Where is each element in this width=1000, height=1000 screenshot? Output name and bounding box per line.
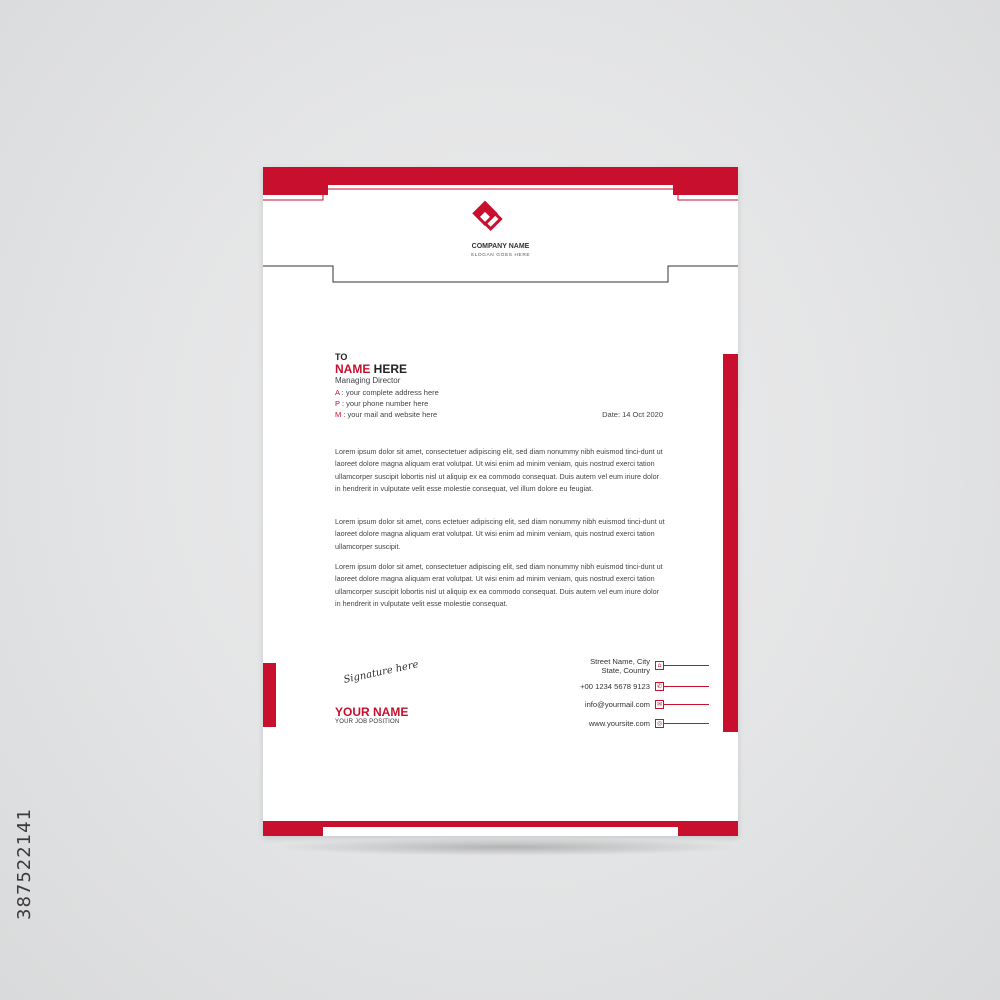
contact-line — [664, 723, 709, 724]
phone-line — [335, 399, 428, 408]
recipient-title: Managing Director — [335, 376, 401, 385]
recipient-name-first: NAME — [335, 362, 371, 376]
contact-street: Street Name, City — [590, 657, 650, 666]
footer-notch — [678, 827, 738, 836]
contact-line — [664, 704, 709, 705]
phone-text: : your phone number here — [339, 399, 429, 408]
signature-script: Signature here — [342, 659, 420, 686]
footer-notch — [263, 827, 323, 836]
contact-state: State, Country — [601, 666, 650, 675]
body-paragraph-1: Lorem ipsum dolor sit amet, consectetuer adipiscing elit, sed diam nonummy nibh euismod tinci-dunt ut laoreet dolore magna aliquam erat volutpat. Ut wisi enim ad minim veniam, quis nostrud exerci tation ullamcorper suscipit lobortis nisl ut aliquip ex ea commodo consequat. Duis autem vel eum iriure dolor in hendrerit in vulputate velit esse molestie consequat, vel illum dolore eu feugiat. — [335, 447, 663, 494]
globe-icon: ◎ — [656, 720, 663, 727]
contact-phone: +00 1234 5678 9123 — [580, 682, 650, 691]
letterhead-frame-graphics — [263, 167, 738, 836]
location-icon: ⌂ — [655, 661, 664, 670]
letter-date: Date: 14 Oct 2020 — [602, 410, 663, 419]
mail-line — [335, 410, 437, 419]
address-text: : your complete address here — [339, 388, 439, 397]
right-red-bar — [723, 354, 738, 732]
company-logo-icon — [472, 201, 500, 229]
address-prefix: A — [335, 388, 340, 397]
header-red-band — [263, 167, 738, 195]
footer-red-strip — [323, 827, 678, 836]
address-line — [335, 388, 439, 397]
recipient-name-second: HERE — [370, 362, 408, 376]
phone-icon: ✆ — [656, 683, 663, 690]
stock-id-label: 387522141 — [14, 807, 35, 920]
phone-prefix: P — [335, 399, 340, 408]
mail-icon: ✉ — [656, 701, 663, 708]
body-paragraph-3: Lorem ipsum dolor sit amet, consectetuer adipiscing elit, sed diam nonummy nibh euismod tinci-dunt ut laoreet dolore magna aliquam erat volutpat. Ut wisi enim ad minim veniam, quis nostrud exerci tation ullamcorper suscipit lobortis nisl ut aliquip ex ea commodo consequat. Duis autem vel eum iriure dolor in hendrerit in vulputate velit esse molestie consequat. — [335, 562, 663, 609]
body-paragraph-2: Lorem ipsum dolor sit amet, cons ectetuer adipiscing elit, sed diam nonummy nibh euismod tinci-dunt ut laoreet dolore magna aliquam erat volutpat. Ut wisi enim ad minim veniam, quis nostrud exerci tation ullamcorper suscipit. — [335, 517, 665, 551]
contact-line — [664, 686, 709, 687]
left-red-bar — [263, 663, 276, 727]
header-dark-line — [263, 266, 738, 282]
contact-line — [664, 665, 709, 666]
mail-text: : your mail and website here — [341, 410, 438, 419]
company-slogan: SLOGAN GOES HERE — [470, 253, 531, 258]
signer-name: YOUR NAME — [335, 705, 409, 719]
recipient-name — [335, 362, 407, 376]
letterhead-page — [263, 167, 738, 836]
contact-web: www.yoursite.com — [588, 719, 650, 728]
signer-position: YOUR JOB POSITION — [335, 719, 400, 725]
company-name: COMPANY NAME — [471, 243, 530, 250]
paper-shadow — [272, 838, 742, 856]
to-label: TO — [335, 352, 348, 362]
mail-prefix: M — [335, 410, 342, 419]
header-red-line — [263, 189, 738, 200]
contact-email: info@yourmail.com — [584, 700, 650, 709]
